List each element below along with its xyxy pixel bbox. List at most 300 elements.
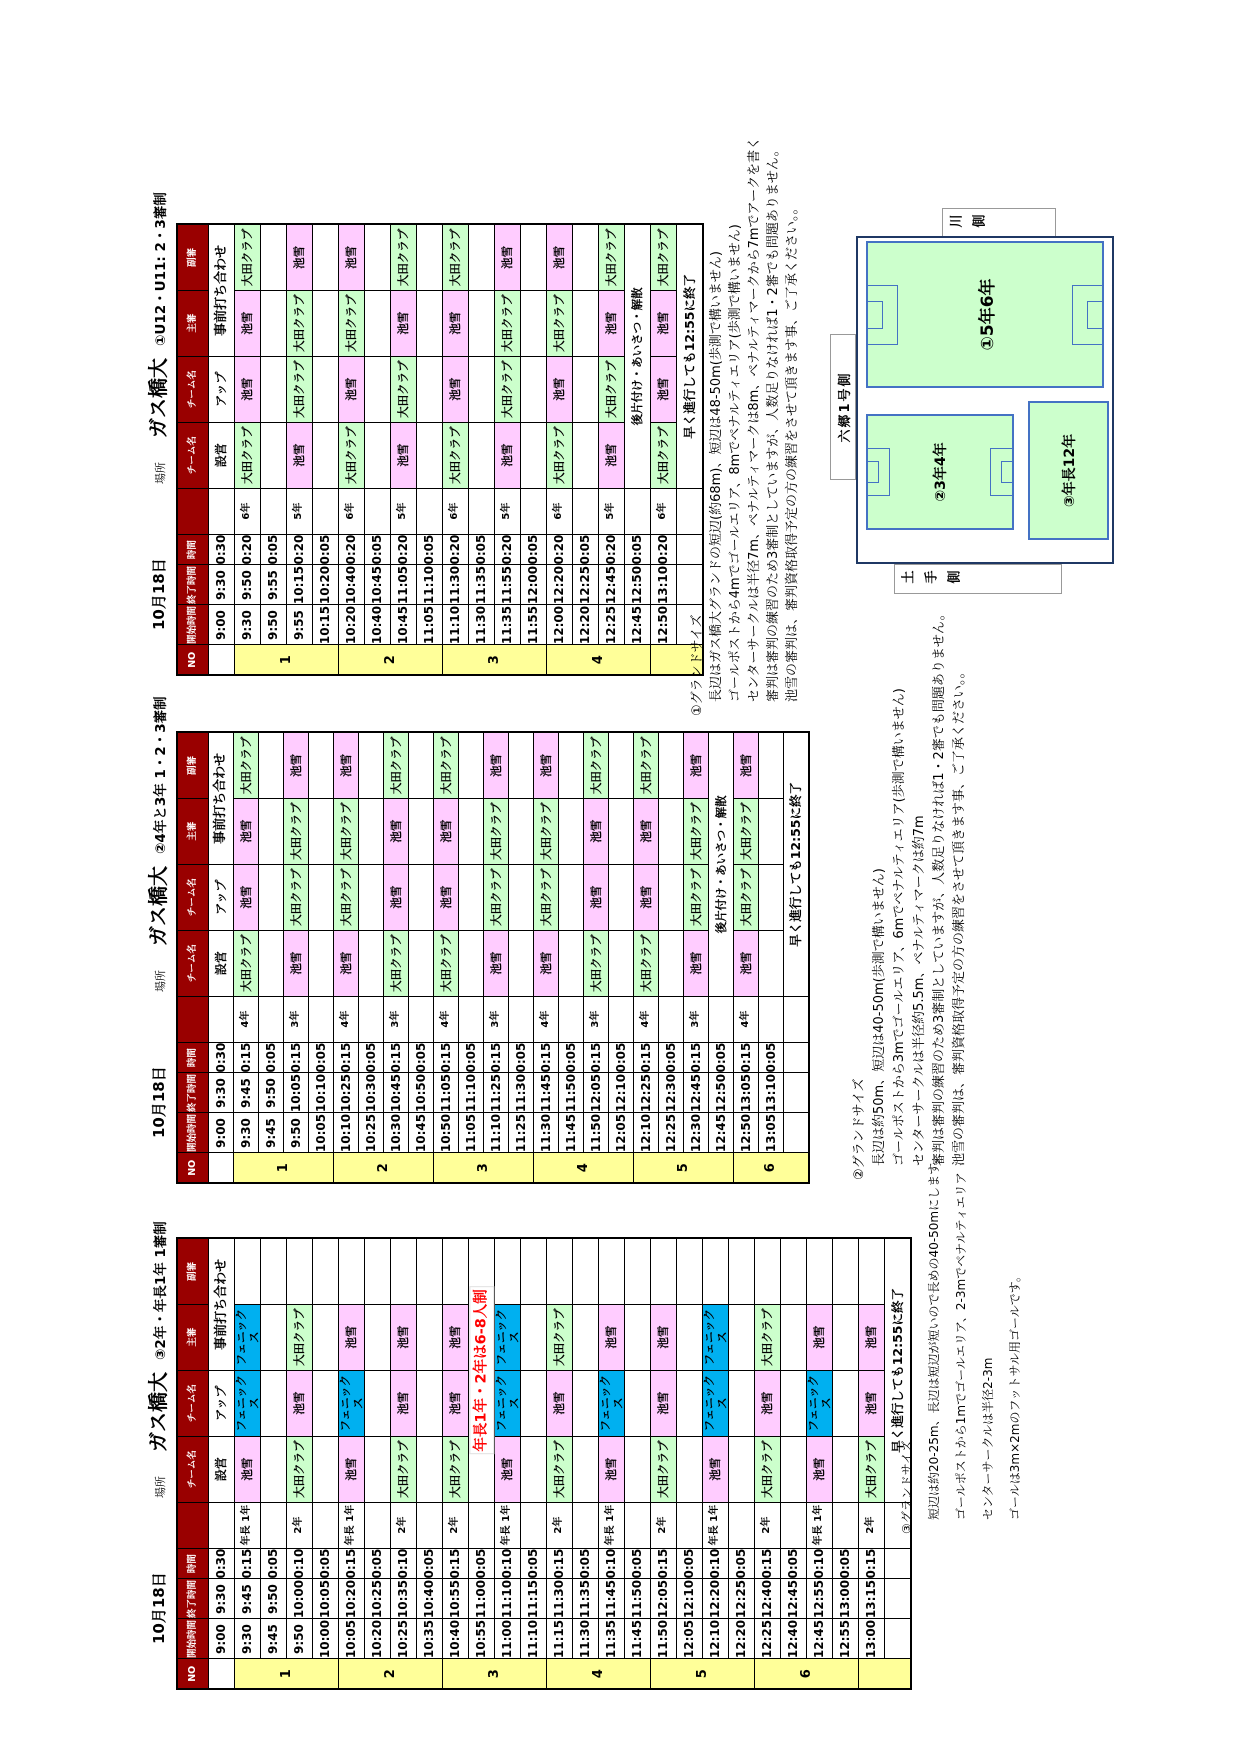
team-2-cell: 大田クラブ — [599, 356, 625, 422]
no-group-cell: 4 — [547, 1659, 651, 1689]
grade-cell: 6年 — [443, 488, 469, 534]
schedule-row — [409, 732, 434, 1183]
end-time-cell: 10:40 — [417, 1579, 443, 1619]
main-referee-cell — [573, 290, 599, 356]
schedule-row — [584, 732, 609, 1183]
assistant-referee-cell — [313, 224, 339, 290]
team-1-cell: 大田クラブ — [755, 1436, 781, 1502]
end-time-cell: 12:25 — [729, 1579, 755, 1619]
main-referee-cell — [459, 798, 484, 864]
start-time-cell: 9:45 — [261, 1619, 287, 1659]
no-group-cell — [859, 1659, 912, 1689]
grade-cell: 2年 — [755, 1502, 781, 1548]
no-group-cell: 3 — [434, 1153, 534, 1183]
assistant-referee-cell — [259, 732, 284, 798]
main-referee-cell — [521, 1304, 547, 1370]
start-time-cell: 11:05 — [459, 1113, 484, 1153]
column-header: チーム名 — [177, 930, 209, 996]
team-1-cell — [729, 1436, 755, 1502]
column-header: 主審 — [177, 798, 209, 864]
goal-icon — [1001, 461, 1014, 483]
notes-3-lines — [921, 1152, 1029, 1534]
no-group-cell: 4 — [534, 1153, 634, 1183]
grade-cell — [833, 1502, 859, 1548]
team-1-cell — [659, 930, 684, 996]
schedule-row — [259, 732, 284, 1183]
team-1-cell: 池雪 — [287, 422, 313, 488]
team-2-cell — [459, 864, 484, 930]
team-1-cell: 大田クラブ — [547, 422, 573, 488]
start-time-cell: 12:45 — [709, 1113, 734, 1153]
start-time-cell: 11:55 — [521, 605, 547, 645]
class-label: ③2年・年長1年 1審制 — [153, 1221, 169, 1360]
start-time-cell: 9:30 — [235, 1619, 261, 1659]
grade-cell: 2年 — [651, 1502, 677, 1548]
column-header: 主審 — [177, 290, 209, 356]
team-1-cell — [559, 930, 584, 996]
schedule-row — [781, 1238, 807, 1689]
team-2-cell — [365, 1370, 391, 1436]
team-1-cell — [417, 1436, 443, 1502]
team-2-cell: フェニックス — [703, 1370, 729, 1436]
start-time-cell: 12:10 — [703, 1619, 729, 1659]
start-time-cell: 11:30 — [469, 605, 495, 645]
end-time-cell: 9:30 — [209, 1579, 235, 1619]
team-1-cell — [309, 930, 334, 996]
column-header: チーム名 — [177, 864, 209, 930]
schedule-grid-3 — [176, 1220, 912, 1690]
schedule-row — [684, 732, 709, 1183]
end-time-cell: 13:00 — [833, 1579, 859, 1619]
schedule-row — [209, 732, 234, 1183]
assistant-referee-cell — [339, 1238, 365, 1304]
end-time-cell — [885, 1579, 912, 1619]
column-header: 終了時間 — [177, 1579, 209, 1619]
assistant-referee-cell — [759, 732, 784, 798]
class-label: ②4年と3年 1・2・3審制 — [153, 696, 169, 854]
team-1-cell — [573, 1436, 599, 1502]
end-time-cell: 13:15 — [859, 1579, 885, 1619]
main-referee-cell: 大田クラブ — [484, 798, 509, 864]
start-time-cell: 10:15 — [313, 605, 339, 645]
pitch-2-label: ②3年4年 — [933, 442, 949, 502]
team-1-cell: 大田クラブ — [234, 930, 259, 996]
main-referee-cell — [609, 798, 634, 864]
assistant-referee-cell — [625, 1238, 651, 1304]
main-referee-cell: 池雪 — [443, 290, 469, 356]
schedule-row — [234, 732, 259, 1183]
duration-cell: 0:30 — [209, 1548, 235, 1579]
assistant-referee-cell — [729, 1238, 755, 1304]
column-header: 開始時間 — [177, 1619, 209, 1659]
grade-cell — [365, 488, 391, 534]
duration-cell: 0:20 — [495, 534, 521, 565]
team-1-cell — [781, 1436, 807, 1502]
schedule-row — [495, 224, 521, 675]
assistant-referee-cell: 大田クラブ — [634, 732, 659, 798]
pitch-2-grades-3-4 — [866, 414, 1014, 530]
note-line: ゴールは3m×2mのフットサル用ゴールです。 — [1008, 1270, 1022, 1520]
grade-cell: 年長 1年 — [807, 1502, 833, 1548]
ground-side-label-bank: 土手側 — [894, 564, 1062, 594]
main-referee-cell: フェニックス — [235, 1304, 261, 1370]
duration-cell: 0:15 — [339, 1548, 365, 1579]
grade-cell: 2年 — [547, 1502, 573, 1548]
team-1-cell: 大田クラブ — [859, 1436, 885, 1502]
schedule-row — [235, 1238, 261, 1689]
main-referee-cell: 池雪 — [384, 798, 409, 864]
goal-icon — [866, 301, 883, 329]
assistant-referee-cell — [391, 1238, 417, 1304]
grade-cell — [509, 996, 534, 1042]
team-2-cell: 池雪 — [384, 864, 409, 930]
schedule-row — [391, 224, 417, 675]
duration-cell: 0:20 — [599, 534, 625, 565]
team-2-cell: 池雪 — [634, 864, 659, 930]
team-1-cell: 池雪 — [495, 422, 521, 488]
team-2-cell: フェニックス — [339, 1370, 365, 1436]
team-1-cell — [469, 422, 495, 488]
column-header: 開始時間 — [177, 605, 209, 645]
assistant-referee-cell: 池雪 — [339, 224, 365, 290]
main-referee-cell — [313, 1304, 339, 1370]
team-1-cell: 池雪 — [391, 422, 417, 488]
main-referee-cell — [729, 1304, 755, 1370]
team-2-cell: 池雪 — [339, 356, 365, 422]
end-time-cell: 12:55 — [807, 1579, 833, 1619]
note-line: ゴールポストから3mでゴールエリア、6mでペナルティエリア(歩測で構いません) — [892, 688, 907, 1166]
pre-meeting-cell: 事前打ち合わせ — [209, 1238, 235, 1370]
column-header: 副審 — [177, 732, 209, 798]
end-time-cell: 11:50 — [559, 1073, 584, 1113]
team-1-cell: 大田クラブ — [384, 930, 409, 996]
team-2-cell — [409, 864, 434, 930]
end-time-cell: 12:05 — [651, 1579, 677, 1619]
team-2-cell: 池雪 — [391, 1370, 417, 1436]
grade-cell — [659, 996, 684, 1042]
assistant-referee-cell — [287, 1238, 313, 1304]
column-header: 主審 — [177, 1304, 209, 1370]
end-time-cell: 12:50 — [709, 1073, 734, 1113]
main-referee-cell — [261, 1304, 287, 1370]
start-time-cell: 12:55 — [833, 1619, 859, 1659]
end-time-cell: 10:00 — [287, 1579, 313, 1619]
grade-cell — [417, 1502, 443, 1548]
duration-cell: 0:05 — [709, 1042, 734, 1073]
assistant-referee-cell — [365, 224, 391, 290]
main-referee-cell: 池雪 — [391, 1304, 417, 1370]
schedule-row — [659, 732, 684, 1183]
grade-cell: 3年 — [384, 996, 409, 1042]
notes-2-lines — [870, 607, 970, 1180]
grade-cell: 年長 1年 — [495, 1502, 521, 1548]
end-time-cell: 9:50 — [261, 1579, 287, 1619]
duration-cell: 0:15 — [755, 1548, 781, 1579]
duration-cell: 0:20 — [547, 534, 573, 565]
grade-cell — [469, 1502, 495, 1548]
schedule-row — [521, 1238, 547, 1689]
main-referee-cell: 大田クラブ — [734, 798, 759, 864]
early-finish-cell: 早く進行しても12:55に終了 — [677, 224, 704, 488]
team-2-cell — [309, 864, 334, 930]
assistant-referee-cell — [417, 224, 443, 290]
end-time-cell: 10:35 — [391, 1579, 417, 1619]
schedule-row — [547, 1238, 573, 1689]
no-group-cell: 5 — [634, 1153, 734, 1183]
start-time-cell: 12:45 — [625, 605, 651, 645]
assistant-referee-cell — [417, 1238, 443, 1304]
column-header: 終了時間 — [177, 565, 209, 605]
main-referee-cell: 池雪 — [807, 1304, 833, 1370]
schedule-row — [365, 1238, 391, 1689]
start-time-cell: 9:00 — [209, 1113, 234, 1153]
duration-cell: 0:05 — [409, 1042, 434, 1073]
start-time-cell: 10:50 — [434, 1113, 459, 1153]
assistant-referee-cell — [573, 224, 599, 290]
start-time-cell: 10:25 — [359, 1113, 384, 1153]
duration-cell: 0:15 — [634, 1042, 659, 1073]
team-2-cell: 大田クラブ — [534, 864, 559, 930]
end-time-cell: 10:20 — [339, 1579, 365, 1619]
team-2-cell: 池雪 — [651, 356, 677, 422]
team-2-cell: フェニックス — [495, 1370, 521, 1436]
duration-cell: 0:15 — [434, 1042, 459, 1073]
grade-cell: 年長 1年 — [703, 1502, 729, 1548]
no-group-cell: 4 — [547, 645, 651, 675]
duration-cell: 0:20 — [287, 534, 313, 565]
start-time-cell — [885, 1619, 912, 1659]
start-time-cell: 10:40 — [365, 605, 391, 645]
schedule-row — [434, 732, 459, 1183]
duration-cell: 0:10 — [599, 1548, 625, 1579]
end-time-cell: 10:25 — [365, 1579, 391, 1619]
grade-cell — [313, 1502, 339, 1548]
start-time-cell: 11:05 — [417, 605, 443, 645]
assistant-referee-cell — [659, 732, 684, 798]
team-1-cell — [261, 1436, 287, 1502]
start-time-cell: 9:55 — [287, 605, 313, 645]
main-referee-cell: 大田クラブ — [755, 1304, 781, 1370]
main-referee-cell — [677, 1304, 703, 1370]
schedule-row — [313, 1238, 339, 1689]
schedule-row — [599, 1238, 625, 1689]
team-2-cell — [609, 864, 634, 930]
schedule-row — [287, 1238, 313, 1689]
schedule-grid — [176, 731, 810, 1184]
schedule-row — [559, 732, 584, 1183]
end-time-cell: 11:25 — [484, 1073, 509, 1113]
grade-cell — [609, 996, 634, 1042]
duration-cell: 0:15 — [584, 1042, 609, 1073]
column-header: 副審 — [177, 1238, 209, 1304]
start-time-cell: 9:45 — [259, 1113, 284, 1153]
duration-cell: 0:05 — [417, 534, 443, 565]
main-referee-cell: フェニックス — [703, 1304, 729, 1370]
team-1-cell: 池雪 — [703, 1436, 729, 1502]
grade-cell — [521, 1502, 547, 1548]
no-group-cell: 2 — [339, 645, 443, 675]
grade-cell — [573, 488, 599, 534]
assistant-referee-cell: 池雪 — [734, 732, 759, 798]
column-header — [177, 996, 209, 1042]
warmup-cell: アップ — [209, 864, 234, 930]
no-group-cell — [209, 1153, 234, 1183]
team-2-cell: フェニックス — [235, 1370, 261, 1436]
start-time-cell: 12:50 — [734, 1113, 759, 1153]
start-time-cell: 11:35 — [495, 605, 521, 645]
schedule-row — [313, 224, 339, 675]
team-2-cell — [261, 356, 287, 422]
setup-cell: 設営 — [209, 930, 234, 996]
start-time-cell: 10:35 — [417, 1619, 443, 1659]
team-1-cell — [365, 1436, 391, 1502]
duration-cell: 0:05 — [261, 534, 287, 565]
start-time-cell: 11:10 — [521, 1619, 547, 1659]
end-time-cell: 12:40 — [755, 1579, 781, 1619]
grade-cell: 5年 — [495, 488, 521, 534]
main-referee-cell — [625, 1304, 651, 1370]
main-referee-cell — [409, 798, 434, 864]
ground-size-notes-2 — [850, 607, 970, 1180]
end-time-cell: 13:05 — [734, 1073, 759, 1113]
grade-cell — [309, 996, 334, 1042]
notes-1-lines — [707, 137, 802, 716]
duration-cell: 0:05 — [781, 1548, 807, 1579]
schedule-row — [391, 1238, 417, 1689]
table-3-titlebar — [140, 1220, 176, 1690]
grade-cell — [625, 488, 651, 534]
end-time-cell: 12:45 — [684, 1073, 709, 1113]
grade-cell: 5年 — [287, 488, 313, 534]
place-label: 場所 — [154, 970, 167, 992]
player-count-red-note: 年長1年・2年は6-8人制 — [470, 1287, 493, 1453]
no-group-cell: 2 — [334, 1153, 434, 1183]
schedule-row — [625, 1238, 651, 1689]
column-header: 開始時間 — [177, 1113, 209, 1153]
end-time-cell: 10:50 — [409, 1073, 434, 1113]
main-referee-cell — [259, 798, 284, 864]
team-2-cell — [781, 1370, 807, 1436]
grade-cell — [709, 996, 734, 1042]
team-2-cell: 大田クラブ — [334, 864, 359, 930]
end-time-cell: 10:15 — [287, 565, 313, 605]
duration-cell: 0:05 — [309, 1042, 334, 1073]
start-time-cell: 11:10 — [443, 605, 469, 645]
main-referee-cell — [559, 798, 584, 864]
note-line: ゴールポストから4mでゴールエリア、8mでペナルティエリア(歩測で構いません) — [728, 224, 743, 702]
main-referee-cell: 大田クラブ — [547, 1304, 573, 1370]
grade-cell: 4年 — [234, 996, 259, 1042]
grade-cell: 4年 — [434, 996, 459, 1042]
start-time-cell: 11:25 — [509, 1113, 534, 1153]
duration-cell: 0:30 — [209, 1042, 234, 1073]
schedule-grid — [176, 1237, 912, 1690]
assistant-referee-cell: 池雪 — [484, 732, 509, 798]
assistant-referee-cell — [651, 1238, 677, 1304]
team-2-cell: 大田クラブ — [734, 864, 759, 930]
schedule-row — [609, 732, 634, 1183]
team-1-cell: 大田クラブ — [651, 1436, 677, 1502]
team-1-cell — [759, 930, 784, 996]
assistant-referee-cell — [859, 1238, 885, 1304]
grade-cell: 3年 — [584, 996, 609, 1042]
notes-3-title: ③グランドサイズ — [900, 1440, 914, 1534]
main-referee-cell — [469, 290, 495, 356]
end-time-cell: 10:45 — [384, 1073, 409, 1113]
schedule-row — [807, 1238, 833, 1689]
team-1-cell — [509, 930, 534, 996]
column-header: チーム名 — [177, 356, 209, 422]
end-time-cell: 10:30 — [359, 1073, 384, 1113]
team-1-cell: 池雪 — [495, 1436, 521, 1502]
team-2-cell — [677, 1370, 703, 1436]
main-referee-cell: 池雪 — [634, 798, 659, 864]
end-time-cell: 10:25 — [334, 1073, 359, 1113]
setup-cell: 設営 — [209, 1436, 235, 1502]
duration-cell: 0:05 — [261, 1548, 287, 1579]
no-group-cell: 1 — [235, 645, 339, 675]
column-header: 時間 — [177, 1042, 209, 1073]
team-2-cell — [833, 1370, 859, 1436]
start-time-cell: 10:25 — [391, 1619, 417, 1659]
start-time-cell: 12:25 — [599, 605, 625, 645]
main-referee-cell — [309, 798, 334, 864]
assistant-referee-cell — [833, 1238, 859, 1304]
end-time-cell: 10:05 — [284, 1073, 309, 1113]
duration-cell: 0:05 — [459, 1042, 484, 1073]
team-1-cell — [521, 1436, 547, 1502]
team-1-cell — [359, 930, 384, 996]
team-1-cell — [365, 422, 391, 488]
team-2-cell: 池雪 — [287, 1370, 313, 1436]
start-time-cell: 11:45 — [625, 1619, 651, 1659]
grade-cell — [365, 1502, 391, 1548]
start-time-cell: 11:50 — [651, 1619, 677, 1659]
start-time-cell: 12:05 — [677, 1619, 703, 1659]
main-referee-cell: 池雪 — [234, 798, 259, 864]
duration-cell: 0:05 — [521, 1548, 547, 1579]
column-header: チーム名 — [177, 422, 209, 488]
grade-cell: 3年 — [684, 996, 709, 1042]
end-time-cell: 11:10 — [495, 1579, 521, 1619]
grade-cell — [781, 1502, 807, 1548]
assistant-referee-cell: 大田クラブ — [651, 224, 677, 290]
duration-cell: 0:05 — [573, 1548, 599, 1579]
duration-cell: 0:05 — [625, 1548, 651, 1579]
grade-cell — [469, 488, 495, 534]
note-line: 池雪の審判は、審判資格取得予定の方の練習をさせて頂きます事、ご了承ください。。 — [785, 201, 800, 702]
team-2-cell: 池雪 — [547, 356, 573, 422]
grade-cell: 2年 — [443, 1502, 469, 1548]
duration-cell: 0:15 — [235, 1548, 261, 1579]
team-1-cell — [609, 930, 634, 996]
main-referee-cell: 池雪 — [391, 290, 417, 356]
note-line: 審判は審判の練習のため3審制としていますが、人数足りなければ1・2審でも問題ありません。 — [766, 143, 781, 702]
end-time-cell: 12:20 — [547, 565, 573, 605]
assistant-referee-cell: 池雪 — [534, 732, 559, 798]
end-time-cell: 12:50 — [625, 565, 651, 605]
schedule-row — [729, 1238, 755, 1689]
schedule-row — [759, 732, 784, 1183]
team-1-cell: 池雪 — [284, 930, 309, 996]
duration-cell: 0:15 — [334, 1042, 359, 1073]
team-2-cell: 池雪 — [434, 864, 459, 930]
team-1-cell — [261, 422, 287, 488]
assistant-referee-cell — [443, 1238, 469, 1304]
main-referee-cell — [417, 1304, 443, 1370]
grade-cell — [729, 1502, 755, 1548]
team-2-cell: 大田クラブ — [284, 864, 309, 930]
